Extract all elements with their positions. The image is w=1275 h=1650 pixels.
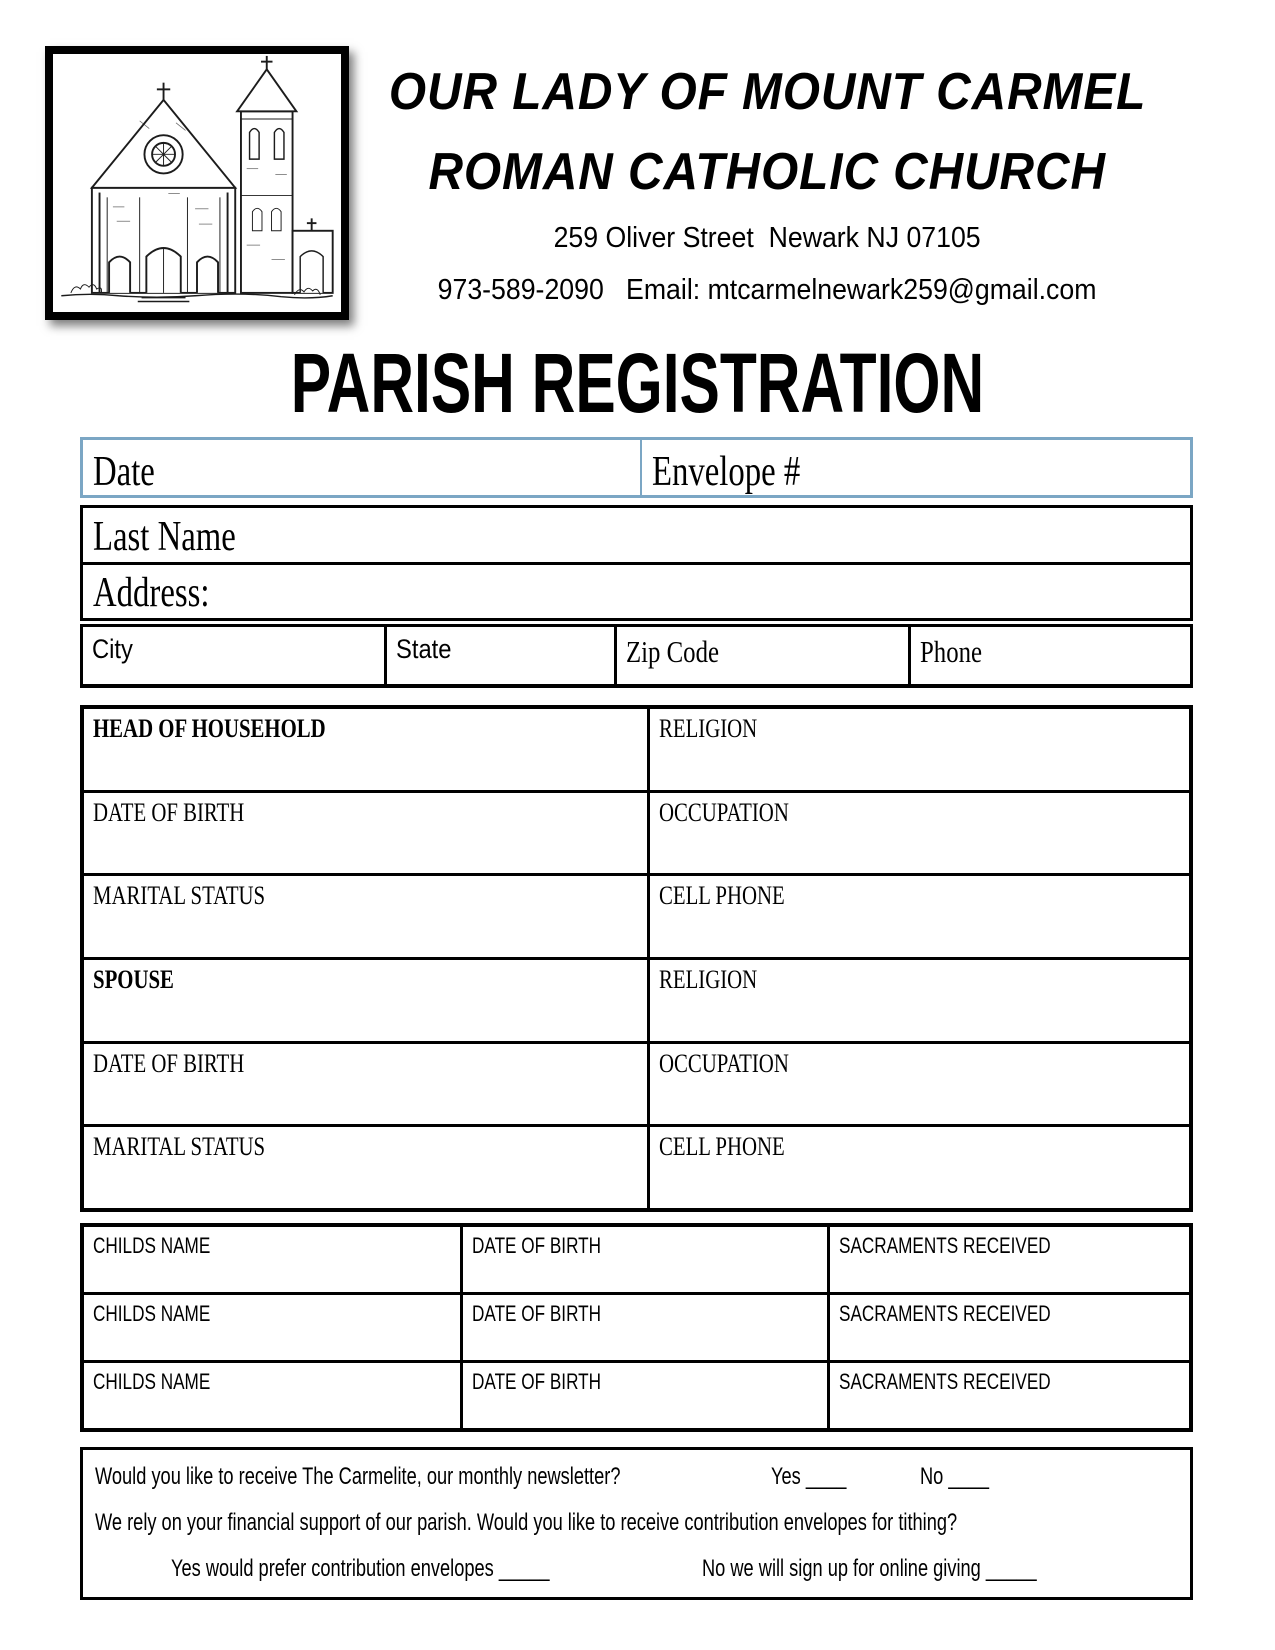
head-of-household-label: HEAD OF HOUSEHOLD	[93, 714, 326, 743]
table-row	[84, 873, 1189, 957]
religion-field[interactable]	[647, 709, 1189, 790]
online-giving-blank[interactable]: No we will sign up for online giving _____	[702, 1555, 1037, 1582]
marital-status-label: MARITAL STATUS	[93, 881, 266, 911]
cell-phone-field[interactable]	[647, 1127, 1189, 1208]
childs-name-label: CHILDS NAME	[93, 1301, 211, 1326]
envelope-field[interactable]	[640, 440, 1190, 495]
table-row	[84, 790, 1189, 874]
childs-name-field[interactable]	[84, 1227, 460, 1292]
church-name-line1: OUR LADY OF MOUNT CARMEL	[388, 63, 1147, 121]
phone-label: Phone	[920, 634, 982, 669]
spouse-label: SPOUSE	[93, 965, 174, 995]
date-of-birth-label: DATE OF BIRTH	[472, 1369, 602, 1394]
child-date-of-birth-field[interactable]	[460, 1227, 827, 1292]
sacraments-received-field[interactable]	[827, 1363, 1189, 1428]
child-date-of-birth-field[interactable]	[460, 1363, 827, 1428]
marital-status-field[interactable]	[84, 876, 647, 957]
table-row	[84, 1124, 1189, 1208]
state-label: State	[396, 634, 452, 664]
church-address: 259 Oliver Street Newark NJ 07105	[553, 222, 982, 254]
last-name-label: Last Name	[93, 514, 236, 560]
religion-field[interactable]	[647, 960, 1189, 1041]
envelope-label: Envelope #	[652, 449, 801, 495]
church-phone-email: 973-589-2090 Email: mtcarmelnewark259@gmail.com	[438, 274, 1097, 306]
occupation-label: OCCUPATION	[659, 1048, 789, 1078]
head-of-household-field[interactable]	[84, 709, 647, 790]
sacraments-received-field[interactable]	[827, 1295, 1189, 1360]
table-row	[84, 1041, 1189, 1125]
form-title: PARISH REGISTRATION	[290, 336, 985, 430]
questions-box	[80, 1447, 1193, 1600]
city-label: City	[92, 634, 133, 664]
newsletter-yes-blank[interactable]: Yes ____	[771, 1463, 847, 1490]
newsletter-question: Would you like to receive The Carmelite, our monthly newsletter?	[95, 1463, 621, 1490]
date-of-birth-label: DATE OF BIRTH	[472, 1233, 602, 1258]
children-table	[80, 1223, 1193, 1432]
childs-name-field[interactable]	[84, 1363, 460, 1428]
zip-code-label: Zip Code	[626, 634, 719, 669]
date-label: Date	[93, 449, 155, 495]
state-field[interactable]	[384, 627, 614, 684]
childs-name-label: CHILDS NAME	[93, 1369, 211, 1394]
religion-label: RELIGION	[659, 714, 758, 743]
date-of-birth-label: DATE OF BIRTH	[93, 797, 245, 827]
occupation-field[interactable]	[647, 1044, 1189, 1125]
zip-code-field[interactable]	[614, 627, 908, 684]
last-name-field[interactable]	[80, 505, 1193, 565]
sacraments-received-field[interactable]	[827, 1227, 1189, 1292]
church-illustration	[53, 54, 341, 312]
sacraments-received-label: SACRAMENTS RECEIVED	[839, 1301, 1051, 1326]
date-of-birth-field[interactable]	[84, 793, 647, 874]
date-of-birth-field[interactable]	[84, 1044, 647, 1125]
religion-label: RELIGION	[659, 965, 758, 995]
city-state-zip-phone-row	[80, 624, 1193, 688]
newsletter-no-blank[interactable]: No ____	[920, 1463, 989, 1490]
city-field[interactable]	[83, 627, 384, 684]
church-logo-frame	[45, 46, 349, 320]
table-row	[84, 1360, 1189, 1428]
spouse-field[interactable]	[84, 960, 647, 1041]
cell-phone-label: CELL PHONE	[659, 1132, 785, 1162]
date-of-birth-label: DATE OF BIRTH	[93, 1048, 245, 1078]
phone-field[interactable]	[908, 627, 1190, 684]
marital-status-field[interactable]	[84, 1127, 647, 1208]
date-field[interactable]	[83, 440, 640, 495]
childs-name-field[interactable]	[84, 1295, 460, 1360]
address-label: Address:	[93, 570, 210, 616]
address-field[interactable]	[80, 562, 1193, 621]
table-row	[84, 1292, 1189, 1360]
envelopes-yes-blank[interactable]: Yes would prefer contribution envelopes _____	[171, 1555, 550, 1582]
sacraments-received-label: SACRAMENTS RECEIVED	[839, 1369, 1051, 1394]
table-row	[84, 957, 1189, 1041]
table-row	[84, 1227, 1189, 1292]
table-row	[84, 709, 1189, 790]
childs-name-label: CHILDS NAME	[93, 1233, 211, 1258]
date-of-birth-label: DATE OF BIRTH	[472, 1301, 602, 1326]
marital-status-label: MARITAL STATUS	[93, 1132, 266, 1162]
occupation-label: OCCUPATION	[659, 797, 789, 827]
child-date-of-birth-field[interactable]	[460, 1295, 827, 1360]
date-envelope-row	[80, 437, 1193, 498]
household-table	[80, 705, 1193, 1212]
occupation-field[interactable]	[647, 793, 1189, 874]
cell-phone-field[interactable]	[647, 876, 1189, 957]
church-name-line2: ROMAN CATHOLIC CHURCH	[428, 143, 1107, 201]
cell-phone-label: CELL PHONE	[659, 881, 785, 911]
support-statement: We rely on your financial support of our parish. Would you like to receive contribution envelopes for tithing?	[95, 1509, 958, 1536]
sacraments-received-label: SACRAMENTS RECEIVED	[839, 1233, 1051, 1258]
